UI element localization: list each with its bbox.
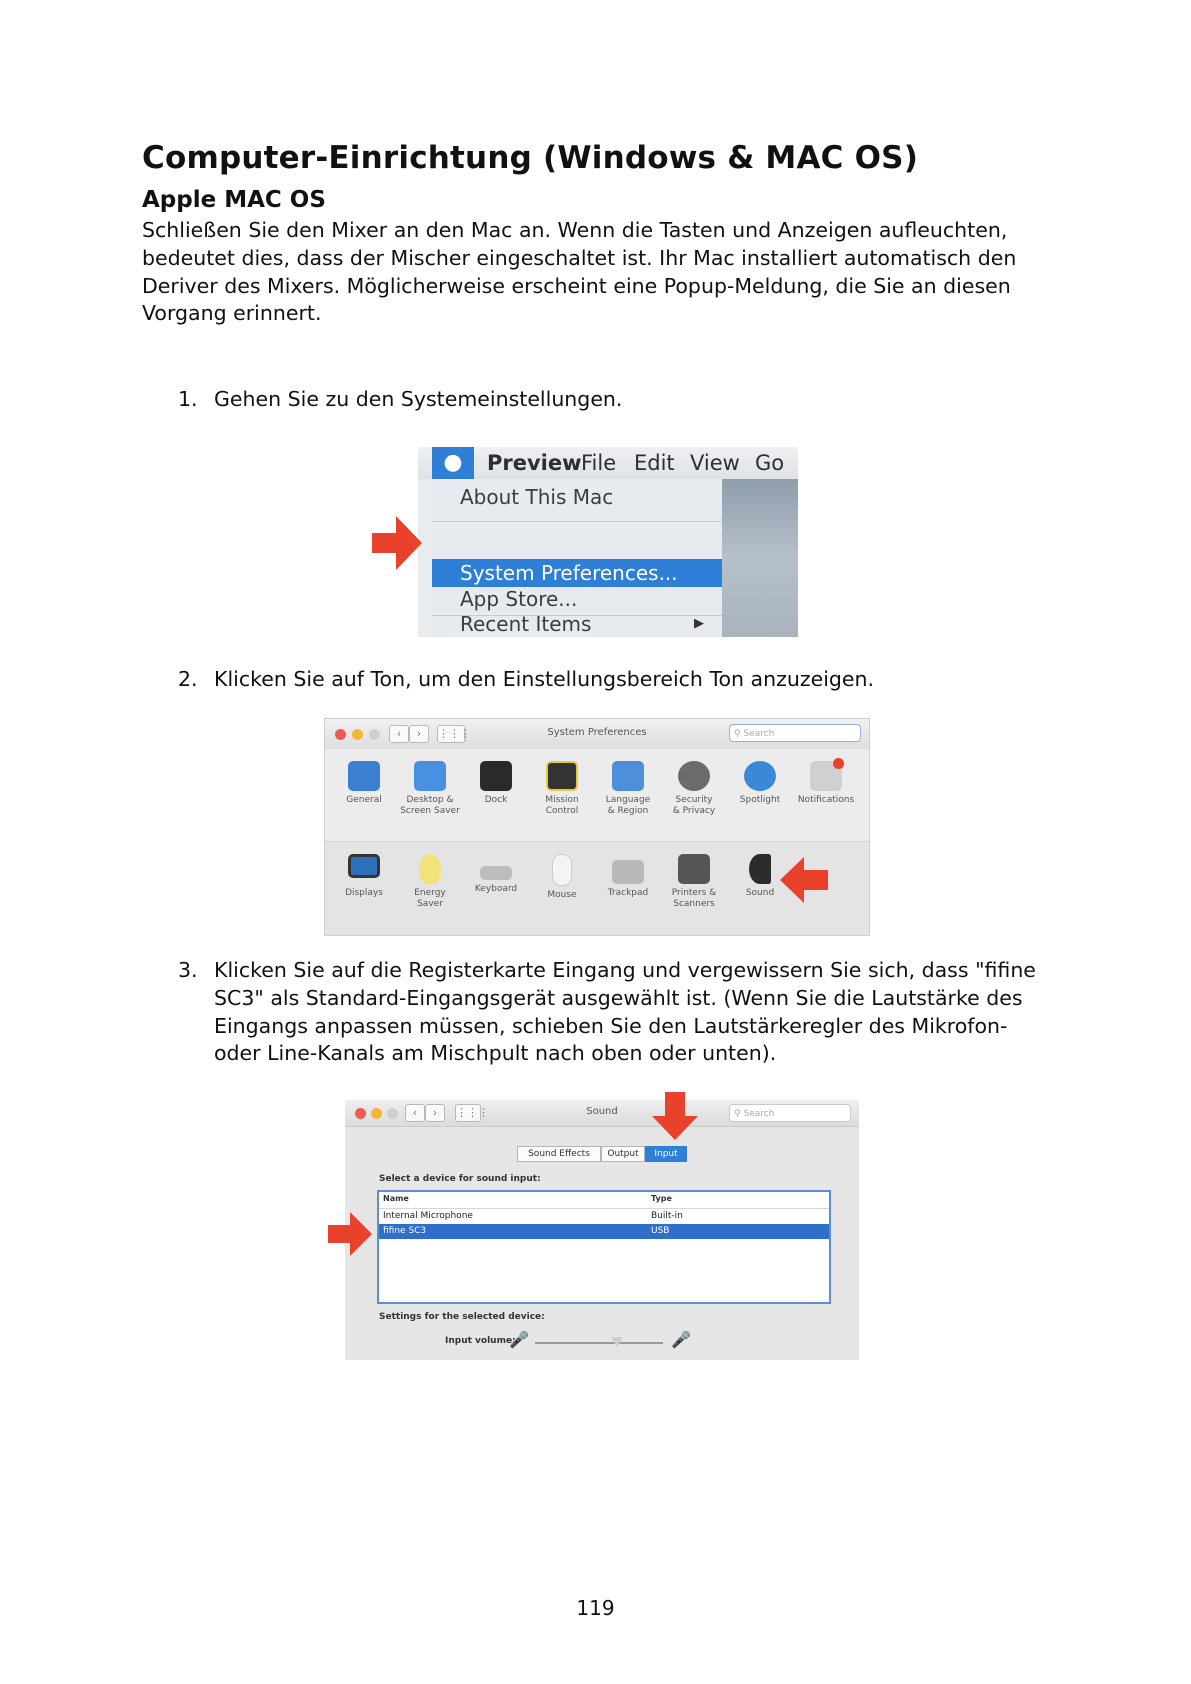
page-title: Computer-Einrichtung (Windows & MAC OS) [142,140,919,176]
menu-edit[interactable]: Edit [634,451,675,475]
tab-sound-effects[interactable]: Sound Effects [517,1146,601,1162]
pref-printers-scanners[interactable]: Printers & Scanners [661,854,727,910]
printer-icon [678,854,710,884]
desktop-background [722,479,798,637]
table-row[interactable]: Internal Microphone Built-in [383,1211,683,1221]
search-input[interactable]: ⚲ Search [729,724,861,742]
mission-control-icon [546,761,578,791]
pref-displays[interactable]: Displays [331,854,397,899]
input-device-table [377,1190,831,1304]
menu-go[interactable]: Go [755,451,785,475]
microphone-low-icon: 🎤 [509,1330,529,1349]
pref-spotlight[interactable]: Spotlight [727,761,793,806]
pref-security-privacy[interactable]: Security & Privacy [661,761,727,817]
step-text: Klicken Sie auf Ton, um den Einstellungsbereich Ton anzuzeigen. [214,667,875,691]
sound-input-screenshot [345,1100,859,1360]
apple-menu-screenshot [418,447,798,637]
forward-button[interactable]: › [409,725,429,743]
forward-button[interactable]: › [425,1104,445,1122]
pref-notifications[interactable]: Notifications [793,761,859,806]
step-number: 2. [178,667,198,691]
menu-preview[interactable]: Preview [487,451,582,475]
settings-label: Settings for the selected device: [379,1312,545,1322]
red-arrow-right-icon [372,516,422,570]
red-arrow-right-icon [328,1212,372,1256]
menu-bar [418,447,798,479]
pref-mouse[interactable]: Mouse [529,854,595,901]
step-3 [178,957,1058,1069]
pref-dock[interactable]: Dock [463,761,529,806]
desktop-icon [414,761,446,791]
pref-mission-control[interactable]: Mission Control [529,761,595,817]
language-icon [612,761,644,791]
keyboard-icon [480,866,512,880]
slider-knob[interactable] [611,1337,623,1347]
menu-item-recent-items[interactable]: Recent Items [460,612,592,636]
tab-output[interactable]: Output [601,1146,645,1162]
search-icon: ⚲ [734,1109,744,1119]
dock-icon [480,761,512,791]
step-number: 3. [178,958,198,982]
menu-file[interactable]: File [581,451,617,475]
input-volume-label: Input volume: [445,1336,516,1346]
pref-sound[interactable]: Sound [727,854,793,899]
submenu-arrow-icon: ▶ [694,616,704,631]
page-number: 119 [576,1596,615,1620]
intro-paragraph: Schließen Sie den Mixer an den Mac an. Wenn die Tasten und Anzeigen aufleuchten, bedeutet dies, dass der Mischer eingeschaltet ist. Ihr Mac installiert automatisch den Deriver des Mixers. Möglicherweise erscheint eine Popup-Meldung, die Sie an diesen Vorgang erinnert. [142,218,1017,326]
menu-view[interactable]: View [690,451,740,475]
window-title: System Preferences [547,727,647,738]
notifications-icon [810,761,842,791]
menu-separator [432,521,722,522]
speaker-icon [749,854,771,884]
microphone-high-icon: 🎤 [671,1330,691,1349]
pref-trackpad[interactable]: Trackpad [595,854,661,899]
table-header [379,1192,829,1209]
back-button[interactable]: ‹ [389,725,409,743]
step-text: Gehen Sie zu den Systemeinstellungen. [214,387,623,411]
menu-item-app-store[interactable]: App Store... [460,587,578,611]
search-input[interactable]: ⚲ Search [729,1104,851,1122]
select-device-label: Select a device for sound input: [379,1174,541,1184]
energy-saver-icon [419,854,441,884]
system-preferences-screenshot [324,718,870,936]
step-text: Klicken Sie auf die Registerkarte Eingang und vergewissern Sie sich, dass "fifine SC3" als Standard-Eingangsgerät ausgewählt ist. (Wenn Sie die Lautstärke des Eingangs anpassen müssen, schieben Sie den Lautstärkeregler des Mikrofon- oder Line-Kanals am Mischpult nach oben oder unten). [214,958,1036,1066]
step-number: 1. [178,387,198,411]
tab-input[interactable]: Input [645,1146,687,1162]
general-icon [348,761,380,791]
trackpad-icon [612,860,644,884]
red-arrow-left-icon [780,857,828,903]
step-1 [178,386,1058,414]
column-type: Type [651,1194,672,1203]
pref-language-region[interactable]: Language & Region [595,761,661,817]
show-all-button[interactable]: ⋮⋮⋮ [455,1104,481,1122]
search-icon: ⚲ [734,729,744,739]
section-subtitle: Apple MAC OS [142,187,326,213]
spotlight-icon [744,761,776,791]
step-2 [178,666,1058,694]
security-icon [678,761,710,791]
input-volume-slider[interactable] [535,1342,663,1344]
window-titlebar [345,1100,859,1127]
menu-item-system-preferences[interactable]: System Preferences... [460,561,678,585]
pref-keyboard[interactable]: Keyboard [463,854,529,895]
column-name: Name [383,1194,409,1203]
back-button[interactable]: ‹ [405,1104,425,1122]
pref-general[interactable]: General [331,761,397,806]
window-title: Sound [586,1106,618,1117]
apple-dropdown-menu [432,479,723,637]
pref-desktop-screen-saver[interactable]: Desktop & Screen Saver [397,761,463,817]
menu-item-about[interactable]: About This Mac [460,485,614,509]
mouse-icon [552,854,572,886]
red-arrow-down-icon [652,1092,698,1140]
pref-energy-saver[interactable]: Energy Saver [397,854,463,910]
displays-icon [348,854,380,878]
table-row-selected[interactable]: fifine SC3 USB [379,1224,829,1239]
window-titlebar [325,719,869,750]
preferences-row-1 [325,749,869,841]
show-all-button[interactable]: ⋮⋮⋮ [437,725,465,743]
apple-logo-icon[interactable]: ● [432,447,474,479]
